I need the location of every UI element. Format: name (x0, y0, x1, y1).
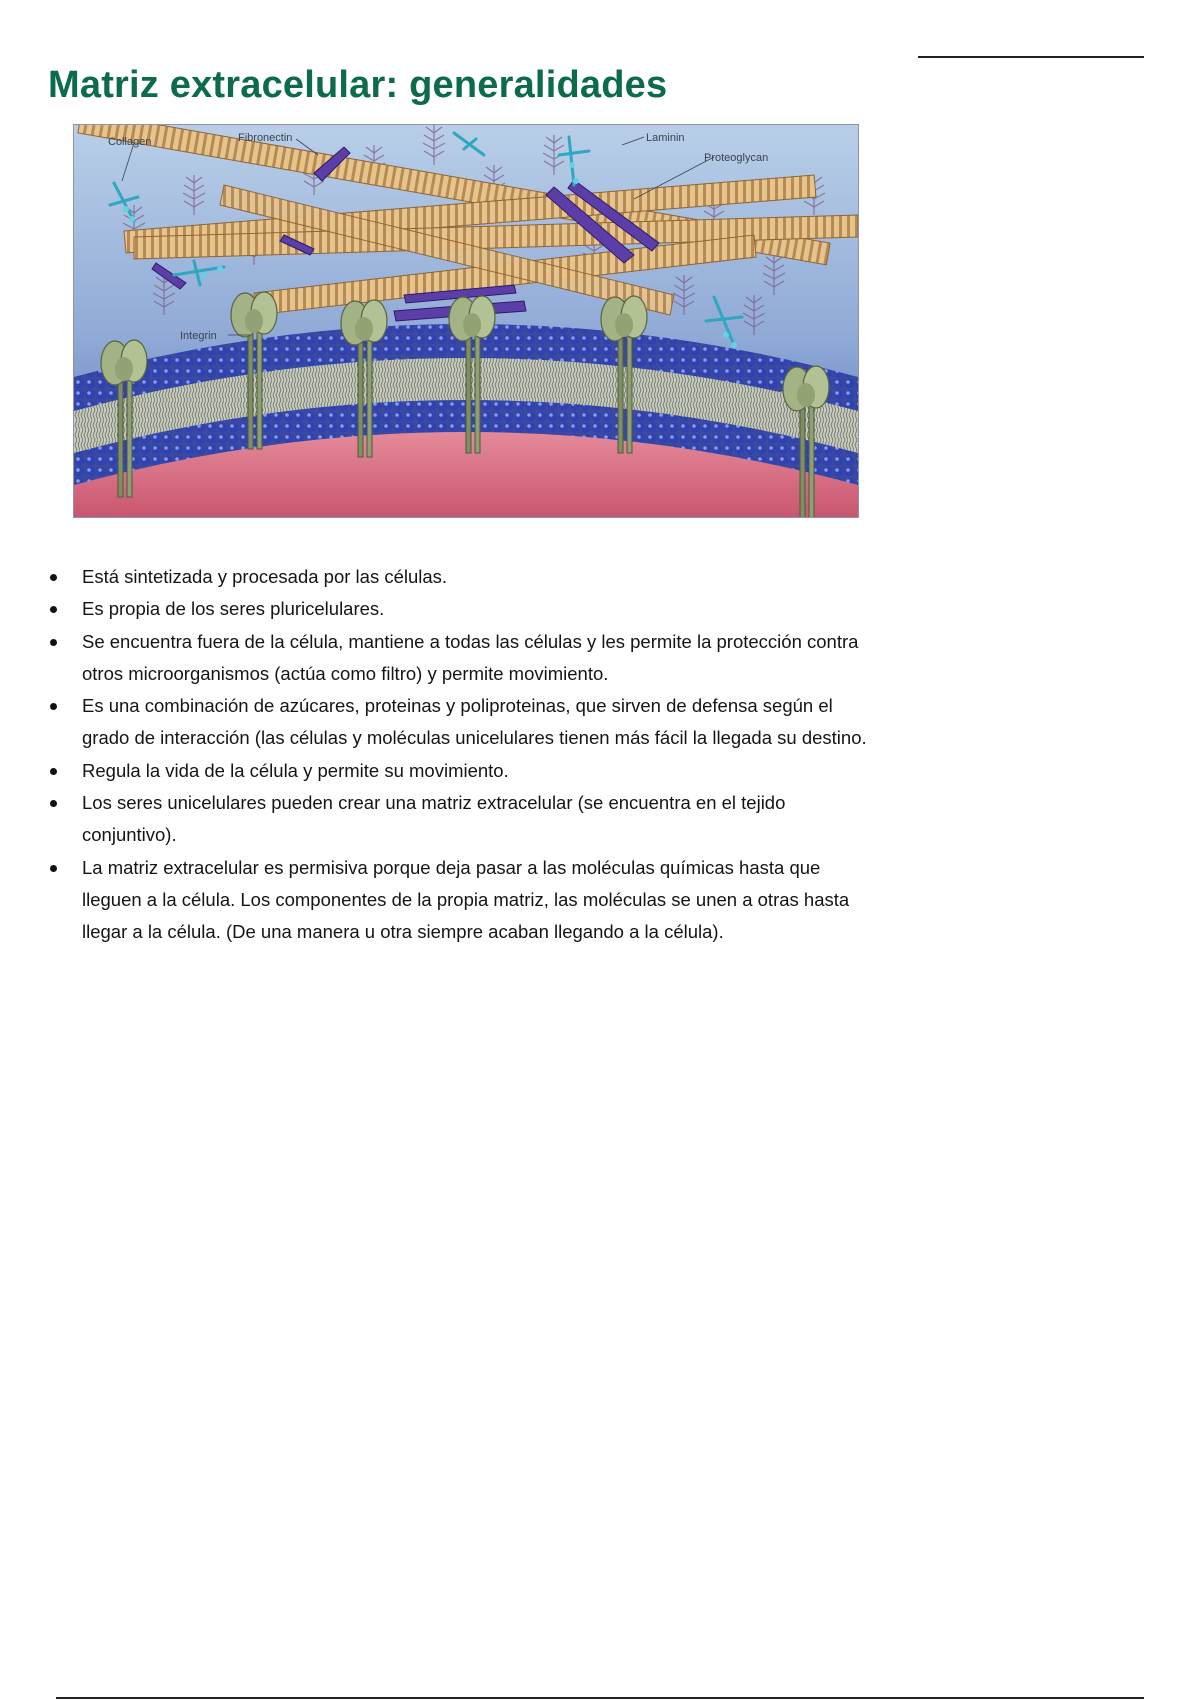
list-item (48, 593, 878, 625)
list-item (48, 690, 878, 755)
bullet-dot (50, 768, 57, 775)
bullet-list (48, 561, 878, 949)
list-item-text: Está sintetizada y procesada por las células. (82, 566, 448, 587)
list-item (48, 626, 878, 691)
list-item (48, 755, 878, 787)
bullet-dot (50, 574, 57, 581)
list-item (48, 787, 878, 852)
bullet-dot (50, 606, 57, 613)
label-integrin: Integrin (180, 330, 217, 342)
list-item (48, 561, 878, 593)
bullet-dot (50, 639, 57, 646)
header-rule (918, 56, 1144, 58)
list-item (48, 852, 878, 949)
extracellular-matrix-illustration (73, 124, 859, 518)
footer-rule (56, 1697, 1144, 1699)
list-item-text: Se encuentra fuera de la célula, mantiene a todas las células y les permite la protección contra otros microorganismos (actúa como filtro) y permite movimiento. (82, 630, 859, 684)
bullet-dot (50, 703, 57, 710)
page-title: Matriz extracelular: generalidades (48, 64, 668, 106)
label-proteoglycan: Proteoglycan (704, 152, 769, 164)
list-item-text: Regula la vida de la célula y permite su movimiento. (82, 759, 509, 781)
list-item-text: Los seres unicelulares pueden crear una matriz extracelular (se encuentra en el tejido conjuntivo). (82, 792, 786, 846)
list-item-text: La matriz extracelular es permisiva porque deja pasar a las moléculas químicas hasta que lleguen a la célula. Los componentes de la propia matriz, las moléculas se unen a otras hasta llegar a la célula. (De una manera u otra siempre acaban llegando a la célula). (82, 856, 850, 943)
list-item-text: Es una combinación de azúcares, proteinas y poliproteinas, que sirven de defensa según el grado de interacción (las células y moléculas unicelulares tienen más fácil la llegada su destino. (82, 695, 867, 749)
bullet-dot (50, 865, 57, 872)
label-fibronectin: Fibronectin (238, 132, 293, 144)
bullet-dot (50, 800, 57, 807)
label-collagen: Collagen (108, 136, 152, 148)
list-item-text: Es propia de los seres pluricelulares. (82, 598, 385, 620)
label-laminin: Laminin (646, 132, 685, 144)
